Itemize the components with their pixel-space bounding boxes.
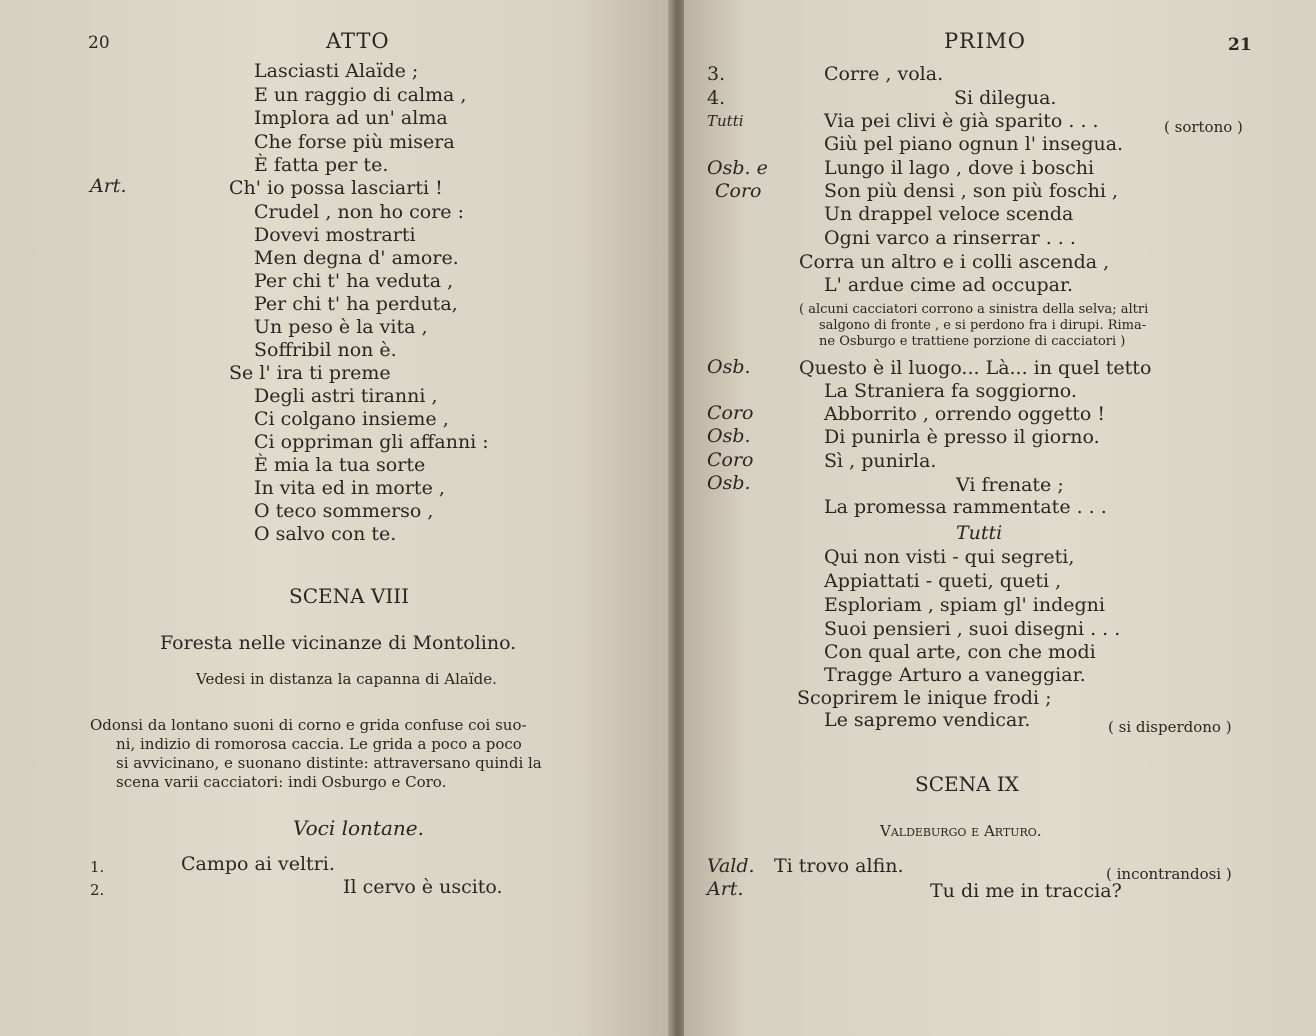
verse-line: Un drappel veloce scenda (824, 203, 1074, 225)
verse-line: Degli astri tiranni , (254, 385, 438, 407)
right-page (684, 0, 1316, 1036)
verse-line: L' ardue cime ad occupar. (824, 274, 1074, 296)
stage-note: ( sortono ) (1164, 118, 1243, 136)
verse-line: Di punirla è presso il giorno. (824, 426, 1100, 448)
speaker-label: Coro (707, 449, 754, 471)
verse-line: Appiattati - queti, queti , (824, 570, 1062, 592)
speaker-label: Art. (90, 175, 127, 197)
verse-line: Il cervo è uscito. (343, 876, 503, 898)
speaker-label: Tutti (707, 112, 744, 130)
verse-line: Con qual arte, con che modi (824, 641, 1096, 663)
verse-line: Son più densi , son più foschi , (824, 180, 1119, 202)
speaker-label: 3. (707, 63, 726, 85)
page-number: 20 (88, 33, 110, 53)
verse-line: Ogni varco a rinserrar . . . (824, 227, 1076, 249)
stage-direction-line: scena varii cacciatori: indi Osburgo e Coro. (116, 773, 447, 791)
scene-title: SCENA IX (915, 772, 1020, 796)
verse-line: Le sapremo vendicar. (824, 709, 1031, 731)
verse-line: Scoprirem le inique frodi ; (797, 687, 1052, 709)
verse-line: Tragge Arturo a vaneggiar. (824, 664, 1086, 686)
running-head: ATTO (326, 29, 390, 53)
speaker-label: 4. (707, 87, 726, 109)
verse-line: Via pei clivi è già sparito . . . (824, 110, 1099, 132)
verse-line: Vi frenate ; (956, 474, 1064, 496)
verse-line: Campo ai veltri. (181, 853, 335, 875)
verse-line: La Straniera fa soggiorno. (824, 380, 1077, 402)
verse-line: È fatta per te. (254, 154, 389, 176)
verse-line: Un peso è la vita , (254, 316, 428, 338)
speaker-label: Art. (707, 878, 744, 900)
verse-line: In vita ed in morte , (254, 477, 445, 499)
speaker-label: Coro (707, 402, 754, 424)
scene-subsetting: Vedesi in distanza la capanna di Alaïde. (196, 670, 497, 688)
verse-line: Per chi t' ha perduta, (254, 293, 458, 315)
verse-line: E un raggio di calma , (254, 84, 467, 106)
stage-direction-line: ni, indizio di romorosa caccia. Le grida a poco a poco (116, 735, 522, 753)
line-number: 1. (90, 858, 105, 876)
speaker-label: Osb. (707, 472, 751, 494)
verse-line: Corre , vola. (824, 63, 944, 85)
speaker-label: Vald. (707, 855, 755, 877)
verse-line: Esploriam , spiam gl' indegni (824, 594, 1105, 616)
stage-direction-line: ne Osburgo e trattiene porzione di cacciatori ) (819, 334, 1126, 349)
speaker-label: Coro (715, 180, 762, 202)
verse-line: La promessa rammentate . . . (824, 496, 1107, 518)
speaker-label: Osb. e (707, 157, 768, 179)
verse-line: Sì , punirla. (824, 450, 937, 472)
verse-line: Abborrito , orrendo oggetto ! (824, 403, 1106, 425)
line-number: 2. (90, 881, 105, 899)
verse-line: È mia la tua sorte (254, 454, 426, 476)
verse-line: Ch' io possa lasciarti ! (229, 177, 443, 199)
verse-line: Implora ad un' alma (254, 107, 448, 129)
stage-direction-line: salgono di fronte , e si perdono fra i dirupi. Rima- (819, 318, 1147, 333)
tutti-heading: Tutti (956, 522, 1003, 544)
verse-line: Soffribil non è. (254, 339, 397, 361)
verse-line: Si dilegua. (954, 87, 1057, 109)
running-head: PRIMO (944, 29, 1026, 53)
verse-line: Lungo il lago , dove i boschi (824, 157, 1095, 179)
verse-line: Che forse più misera (254, 131, 455, 153)
verse-line: Giù pel piano ognun l' insegua. (824, 133, 1124, 155)
speaker-label: Osb. (707, 425, 751, 447)
verse-line: O teco sommerso , (254, 500, 434, 522)
verse-line: Per chi t' ha veduta , (254, 270, 454, 292)
verse-line: Se l' ira ti preme (229, 362, 391, 384)
verse-line: Dovevi mostrarti (254, 224, 416, 246)
stage-note: ( si disperdono ) (1108, 718, 1232, 736)
stage-note: ( incontrandosi ) (1106, 865, 1232, 883)
verse-line: Qui non visti - qui segreti, (824, 546, 1075, 568)
verse-line: Ci oppriman gli affanni : (254, 431, 489, 453)
verse-line: Lasciasti Alaïde ; (254, 60, 419, 82)
verse-line: Ci colgano insieme , (254, 408, 449, 430)
verse-line: Crudel , non ho core : (254, 201, 464, 223)
verse-line: Ti trovo alfin. (774, 855, 904, 877)
verse-line: Tu di me in traccia? (930, 880, 1122, 902)
scene-title: SCENA VIII (289, 584, 410, 608)
stage-direction-line: Odonsi da lontano suoni di corno e grida confuse coi suo- (90, 716, 527, 734)
verse-line: Men degna d' amore. (254, 247, 459, 269)
page-number: 21 (1228, 35, 1252, 55)
verse-line: O salvo con te. (254, 523, 397, 545)
voices-heading: Voci lontane. (293, 816, 424, 840)
scene-characters: Valdeburgo e Arturo. (880, 822, 1042, 840)
verse-line: Suoi pensieri , suoi disegni . . . (824, 618, 1121, 640)
verse-line: Questo è il luogo... Là... in quel tetto (799, 357, 1152, 379)
speaker-label: Osb. (707, 356, 751, 378)
scene-setting: Foresta nelle vicinanze di Montolino. (160, 632, 517, 654)
stage-direction-line: ( alcuni cacciatori corrono a sinistra della selva; altri (799, 302, 1149, 317)
verse-line: Corra un altro e i colli ascenda , (799, 251, 1110, 273)
stage-direction-line: si avvicinano, e suonano distinte: attraversano quindi la (116, 754, 542, 772)
